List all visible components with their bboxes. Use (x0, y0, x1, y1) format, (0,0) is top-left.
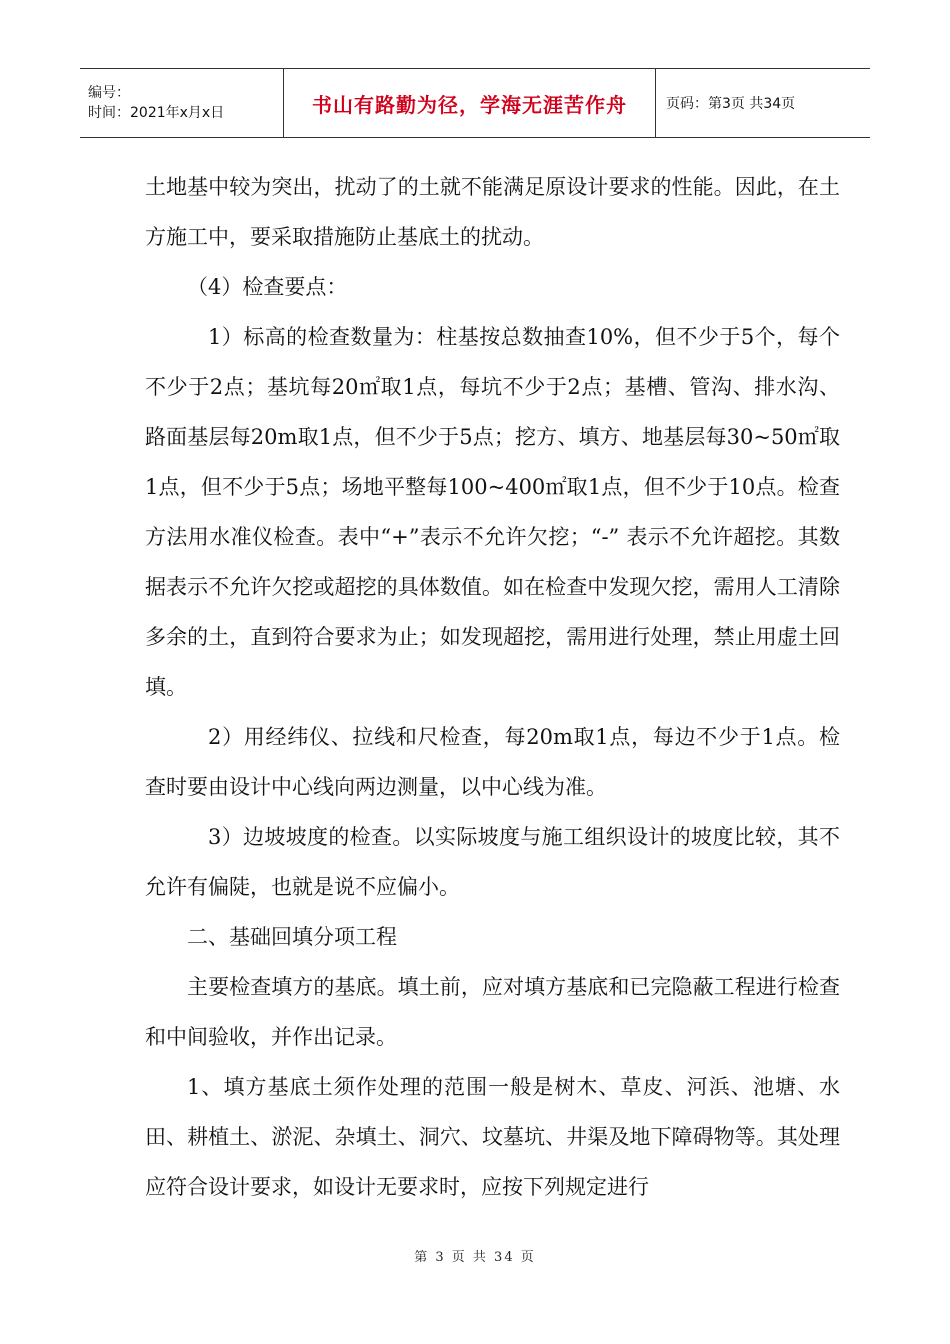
document-number-label: 编号： (88, 85, 130, 101)
paragraph: 1、填方基底土须作处理的范围一般是树木、草皮、河浜、池塘、水田、耕植土、淤泥、杂填土、洞穴、坟墓坑、井渠及地下障碍物等。其处理应符合设计要求，如设计无要求时，应按下列规定进行 (145, 1075, 840, 1199)
paragraph: 1）标高的检查数量为：柱基按总数抽查10%，但不少于5个，每个不少于2点；基坑每20㎡取1点，每坑不少于2点；基槽、管沟、排水沟、路面基层每20m取1点，但不少于5点；挖方、填方、地基层每30~50㎡取1点，但不少于5点；场地平整每100~400㎡取1点，但不少于10点。检查方法用水准仪检查。表中“+”表示不允许欠挖；“-” 表示不允许超挖。其数据表示不允许欠挖或超挖的具体数值。如在检查中发现欠挖，需用人工清除多余的土，直到符合要求为止；如发现超挖，需用进行处理，禁止用虚土回填。 (145, 325, 840, 699)
document-body (145, 162, 840, 1212)
document-date: 时间：2021年x月x日 (88, 105, 225, 121)
paragraph: 3）边坡坡度的检查。以实际坡度与施工组织设计的坡度比较，其不允许有偏陡，也就是说不应偏小。 (145, 825, 840, 899)
page-footer: 第 3 页 共 34 页 (414, 1250, 536, 1265)
header-motto: 书山有路勤为径，学海无涯苦作舟 (312, 92, 627, 117)
paragraph: 2）用经纬仪、拉线和尺检查，每20m取1点，每边不少于1点。检查时要由设计中心线向两边测量，以中心线为准。 (145, 725, 840, 799)
document-header (80, 68, 870, 138)
header-motto-cell (284, 69, 656, 137)
header-page-info: 页码：第3页 共34页 (666, 96, 796, 112)
header-meta (80, 69, 284, 137)
header-page-info-cell (656, 69, 870, 137)
section-heading: 二、基础回填分项工程 (187, 925, 397, 949)
paragraph: 主要检查填方的基底。填土前，应对填方基底和已完隐蔽工程进行检查和中间验收，并作出记录。 (145, 975, 840, 1049)
paragraph: （4）检查要点： (187, 275, 348, 299)
paragraph: 土地基中较为突出，扰动了的土就不能满足原设计要求的性能。因此，在土方施工中，要采取措施防止基底土的扰动。 (145, 175, 840, 249)
